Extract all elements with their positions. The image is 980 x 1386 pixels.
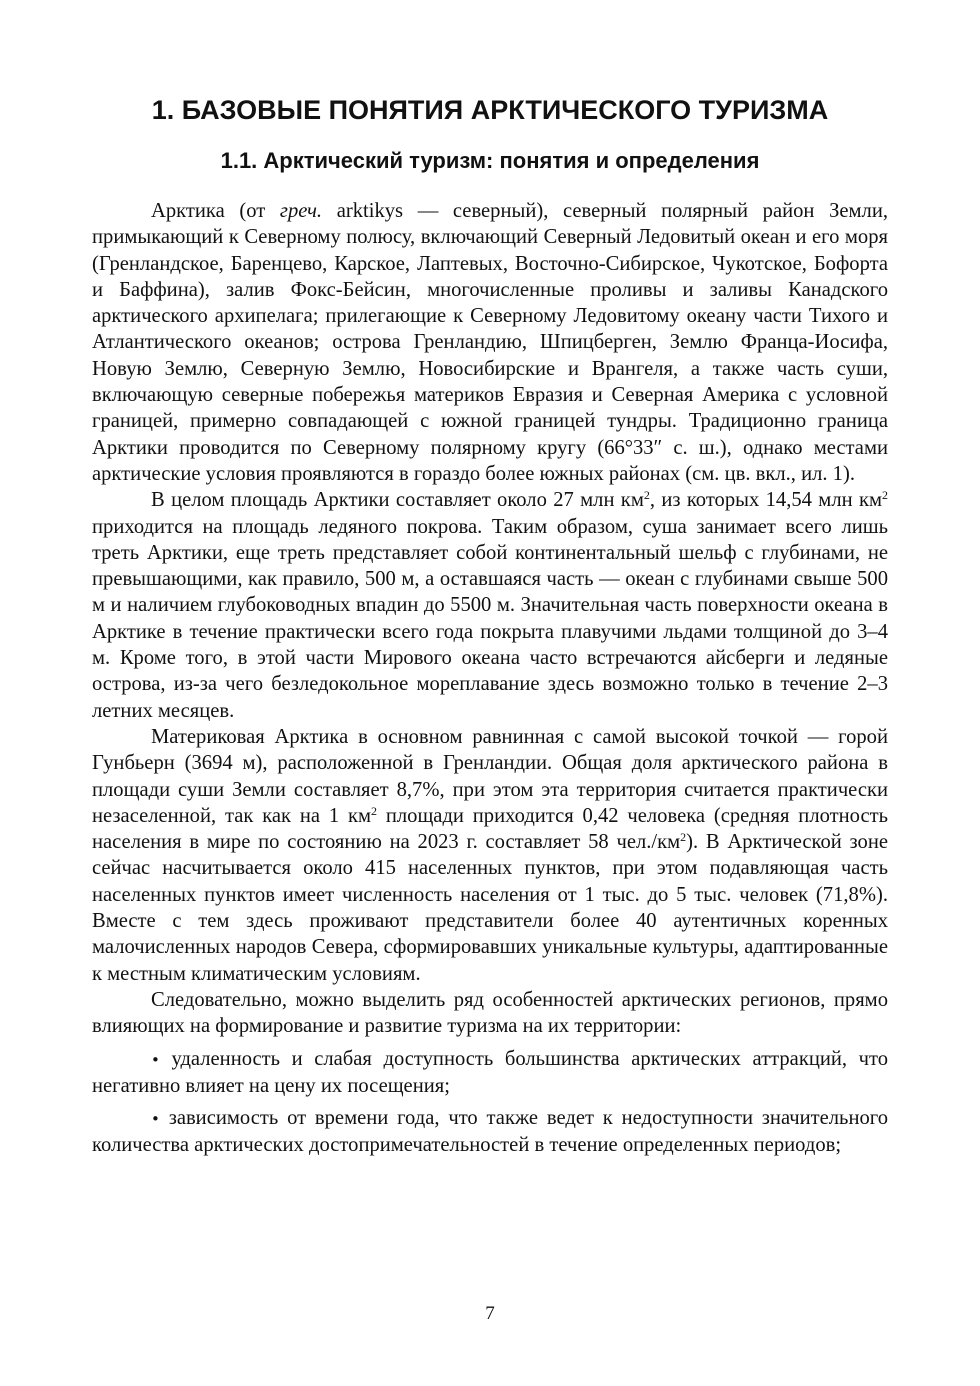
list-item: [92, 1046, 888, 1100]
bullet-icon: •: [151, 1050, 160, 1069]
italic-abbreviation: греч.: [279, 200, 323, 222]
paragraph-features-intro: Следовательно, можно выделить ряд особенностей арктических регионов, прямо влияющих на формирование и развитие туризма на их территории:: [92, 988, 888, 1038]
list-item: [92, 1105, 888, 1159]
superscript: 2: [680, 829, 687, 844]
paragraph-continental-arctic: [92, 724, 888, 987]
paragraph-text: площади приходится 0,42 человека (средняя плотность населения в мире по состоянию на 2023 г. составляет 58 чел./км: [92, 804, 888, 854]
paragraph-text: , из которых 14,54 млн км: [649, 489, 882, 512]
paragraph-arctic-area: [92, 487, 888, 724]
paragraph-text: ). В Арктической зоне сейчас насчитывается около 415 населенных пунктов, при этом подавляющая часть населенных пунктов имеет численность населения от 1 тыс. до 5 тыс. человек (71,8%). Вместе с тем здесь проживают представители более 40 аутентичных коренных малочисленных народов Севера, сформировавших уникальные культуры, адаптированные к местным климатическим условиям.: [92, 831, 888, 985]
body-text: [92, 198, 888, 1159]
paragraph-text: Арктика (от: [151, 200, 280, 222]
page-number: 7: [485, 1303, 495, 1324]
paragraph-arctic-definition: [92, 198, 888, 487]
paragraph-text: В целом площадь Арктики составляет около 27 млн км: [151, 489, 644, 512]
list-item-text: удаленность и слабая доступность большинства арктических аттракций, что негативно влияет на цену их посещения;: [92, 1047, 888, 1097]
paragraph-text: Материковая Арктика в основном равнинная с самой высокой точкой — горой Гунбьерн (3694 м), расположенной в Гренландии. Общая доля арктического района в площади суши Земли составляет 8,7%, при этом эта территория считается практически незаселенной, так как на 1 км: [92, 725, 888, 827]
chapter-title: 1. БАЗОВЫЕ ПОНЯТИЯ АРКТИЧЕСКОГО ТУРИЗМА: [151, 95, 829, 125]
paragraph-text: arktikys — северный), северный полярный район Земли, примыкающий к Северному полюсу, включающий Северный Ледовитый океан и его моря (Гренландское, Баренцево, Карское, Лаптевых, Восточно-Сибирское, Чукотское, Бофорта и Баффина), залив Фокс-Бейсин, многочисленные проливы и заливы Канадского арктического архипелага; прилегающие к Северному Ледовитому океану части Тихого и Атлантического океанов; острова Гренландию, Шпицберген, Землю Франца-Иосифа, Новую Землю, Северную Землю, Новосибирские и Врангеля, а также часть суши, включающую северные побережья материков Евразия и Северная Америка с условной границей, примерно совпадающей с южной границей тундры. Традиционно граница Арктики проводится по Северному полярному кругу (66°33″ с. ш.), однако местами арктические условия проявляются в гораздо более южных районах (см. цв. вкл., ил. 1).: [92, 200, 889, 485]
bullet-icon: •: [151, 1110, 160, 1129]
paragraph-text: приходится на площадь ледяного покрова. Таким образом, суша занимает всего лишь треть Арктики, еще треть представляет собой континентальный шельф с глубинами, не превышающими, как правило, 500 м, а оставшаяся часть — океан с глубинами свыше 500 м и наличием глубоководных впадин до 5500 м. Значительная часть поверхности океана в Арктике в течение практически всего года покрыта плавучими льдами толщиной до 3–4 м. Кроме того, в этой части Мирового океана часто встречаются айсберги и ледяные острова, из-за чего безледокольное мореплавание здесь возможно только в течение 2–3 летних месяцев.: [92, 515, 888, 722]
section-title: 1.1. Арктический туризм: понятия и определения: [220, 148, 760, 173]
superscript: 2: [371, 803, 378, 818]
superscript: 2: [643, 488, 650, 503]
superscript: 2: [882, 488, 888, 503]
list-item-text: зависимость от времени года, что также ведет к недоступности значительного количества арктических достопримечательностей в течение определенных периодов;: [92, 1107, 888, 1157]
